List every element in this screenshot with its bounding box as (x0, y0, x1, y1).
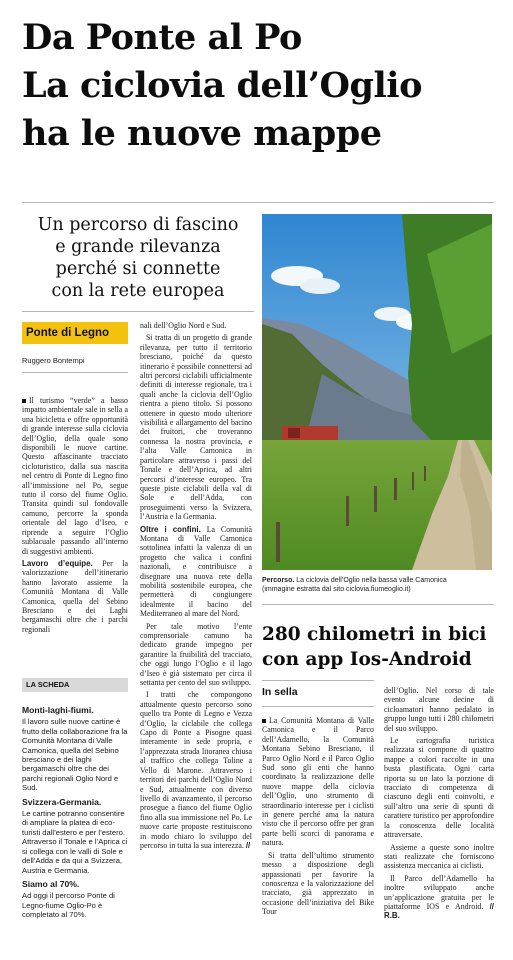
paragraph: La Comunità Montana di Valle Camonica e il Parco dell’Adamello, la Comunità Montana Sebino Bresciano, il Parco Oglio Nord e il Parco Oglio Sud sono gli enti che hanno coordinato la realizzazione delle nuove mappe della ciclovia dell’Oglio, uno strumento di straordinario interesse per i ciclisti in genere perché ama la natura visto che il percorso offre per gran parte belli scorci di panorama e natura. (262, 716, 374, 848)
story2-headline (262, 622, 502, 672)
paragraph: dell’Oglio. Nel corso di tale evento alcune decine di cicloamatori hanno pedalato in gruppo lungo tutti i 280 chilometri del suo sviluppo. (384, 686, 494, 733)
paragraph: Le cartografia turistica realizzata si compone di quattro mappe a colori raccolte in una busta plastificata. Ogni carta riporta su un lato la porzione di tracciato di competenza di ciascuno degli enti coinvolti, e sull’altro una serie di spunti di carattere turistico per approfondire la conoscenza delle località attraversate. (384, 736, 494, 840)
story2-kicker: In sella (262, 686, 298, 698)
story2-headline-line-1: 280 chilometri in bici (262, 624, 487, 645)
headline-line-2: La ciclovia dell’Oglio (22, 65, 422, 106)
paragraph: Si tratta dell’ultimo strumento messo a disposizione degli appassionati per favorire la conoscenza e la valorizzazione del tracciato, già apprezzato in occasione dell’iniziativa del Bike Tour (262, 850, 374, 917)
story2-kicker-rule (262, 706, 374, 707)
subhead (22, 214, 254, 302)
paragraph-confini: Oltre i confini. La Comunità Montana di Valle Camonica sottolinea infatti la valenza di un progetto che valica i confini nazionali, e contribuisce a disegnare una nuova rete della mobilità sostenibile europea, che permetterà di congiungere idealmente il bacino del Mediterraneo al mare del Nord. (140, 524, 252, 619)
subhead-rule (22, 311, 254, 312)
paragraph: Assieme a queste sono inoltre stati realizzate che forniscono assistenza meccanica ai ciclisti. (384, 842, 494, 871)
bullet-square-icon (262, 719, 266, 723)
story2-rule (262, 680, 374, 681)
subhead-line-3: perché si connette (55, 259, 221, 279)
story2-headline-line-2: con app Ios-Android (262, 649, 472, 670)
article-column-2 (140, 321, 252, 853)
headline-rule (22, 202, 494, 203)
story2-column-a (262, 716, 374, 920)
kicker-label: Ponte di Legno (22, 322, 128, 344)
landscape-photo (262, 214, 492, 570)
paragraph: nali dell’Oglio Nord e Sud. (140, 321, 227, 330)
subhead-line-1: Un percorso di fascino (37, 215, 239, 235)
photo-credit: (immagine estratta dal sito ciclovia.fiumeoglio.it) (262, 586, 411, 593)
paragraph: Si tratta di un progetto di grande rilevanza, per tutto il territorio bresciano, poiché da questo itinerario è possibile connettersi ad altri percorsi ciclabili ufficialmente definiti di interesse regionale, tra i quali anche la ciclovia dell’Oglio rientra a pieno titolo. Si possono ottenere in questo modo ulteriore visibilità e allargamento del bacino dei fruitori, che troveranno connessa la nostra provincia, e l’alta Valle Camonica in particolare attraverso i passi del Tonale e dell’Aprica, ad altri percorsi d’interesse europeo. Tra queste piste ciclabili della val di Sole e dell’Adda, con proseguimenti verso la Svizzera, l’Austria e la Germania. (140, 333, 252, 522)
scheda-header: LA SCHEDA (22, 678, 128, 692)
paragraph: I tratti che compongono attualmente questo percorso sono quello tra Ponte di Legno e Vezza d’Oglio, la ciclabile che collega Capo di Ponte a Pisogne quasi interamente in sede propria, e l’apprezzata strada litoranea chiusa al traffico che collega Toline a Vello di Marone. Attraverso i territori dei parchi dell’Oglio Nord e Sud, attualmente con diverso livello di avanzamento, il percorso prosegue a fianco del fiume Oglio fino alla sua immissione nel Po. Le nuove carte proposte restituiscono in modo chiaro lo sviluppo del percorso in tutta la sua interezza. // (140, 690, 252, 850)
photo-illustration (262, 214, 492, 570)
caption-rule (262, 604, 494, 605)
paragraph: Per tale motivo l’ente comprensoriale camuno ha dedicato grande impegno per garantire la fruibilità del tracciato, che oggi lungo l’Oglio e il lago d’Iseo è già sistemato per circa il settanta per cento del suo sviluppo. (140, 621, 252, 688)
subhead-line-2: e grande rilevanza (55, 237, 221, 257)
photo-caption: Percorso. La ciclovia dell’Oglio nella bassa valle Camonica (immagine estratta dal sito ciclovia.fiumeoglio.it) (262, 577, 447, 593)
byline: Ruggero Bontempi (22, 356, 85, 365)
scheda-item: Siamo al 70%. Ad oggi il percorso Ponte di Legno-fiume Oglio-Po è completato al 70%. (22, 878, 115, 920)
paragraph: Il Parco dell’Adamello ha inoltre sviluppato anche un’applicazione gratuita per le piattaforme IOS e Android. // R.B. (384, 873, 494, 921)
scheda-item: Monti-laghi-fiumi. Il lavoro sulle nuove cartine è frutto della collaborazione fra la Comunità Montana di Valle Camonica, quella del Sebino bresciano e dei laghi bergamaschi oltre che dei parchi regionali Oglio Nord e Sud. (22, 705, 128, 793)
subhead-line-4: con la rete europea (51, 281, 225, 301)
story2-column-b (384, 686, 494, 924)
headline-line-1: Da Ponte al Po (22, 17, 302, 58)
scheda-item: Svizzera-Germania. Le cartine potranno consentire di ampliare la platea di eco-turisti dall’estero e per l’estero. Attraverso il Tonale e l’Aprica ci si collega con le valli di Sole e dell’Adda e da qui a Svizzera, Austria e Germania. (22, 796, 128, 875)
paragraph-equipe: Lavoro d’equipe. Per la valorizzazione dell’itinerario hanno lavorato assieme la Comunità Montana di Valle Camonica, quella del Sebino Bresciano e dei Laghi bergamaschi oltre che i parchi regionali (22, 558, 128, 634)
headline-line-3: ha le nuove mappe (22, 113, 382, 154)
bullet-square-icon (22, 399, 26, 403)
paragraph-intro: Il turismo “verde” a basso impatto ambientale sale in sella a una bicicletta e offre opportunità di grande interesse sulla ciclovia dell’Oglio, della quale sono disponibili le nuove cartine. Questo affascinante tracciato cicloturistico, dalla sua nascita nel centro di Ponte di Legno fino all’immissione nel Po, segue tutto il corso del fiume Oglio. Transita quindi sul fondovalle camuno, percorre la sponda orientale del lago d’Iseo, e riprende a seguire l’Oglio sublacuale passando all’interno di suggestivi ambienti. (22, 396, 128, 556)
scheda-box (22, 706, 128, 925)
article-column-1 (22, 396, 128, 637)
byline-rule (22, 372, 128, 373)
headline (22, 14, 502, 158)
